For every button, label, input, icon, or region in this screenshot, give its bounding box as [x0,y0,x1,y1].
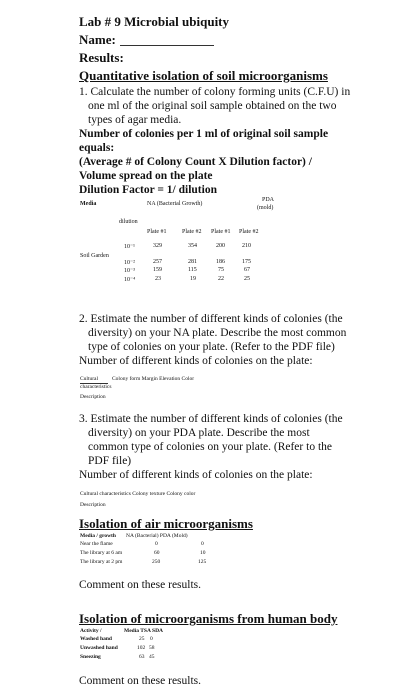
q2-text: 2. Estimate the number of different kinds of colonies (the [79,313,343,325]
air-na-value: 60 [154,550,160,556]
formula-text: (Average # of Colony Count X Dilution factor) / [79,156,312,168]
count-cell: 175 [242,259,251,265]
human-tsa-value: 63 [139,654,145,660]
row-label-soil-garden: Soil Garden [80,253,109,259]
air-pda-value: 10 [200,550,206,556]
air-row-label: Near the flame [80,541,113,547]
count-cell: 186 [216,259,225,265]
table-header-pda: PDA [262,197,275,203]
air-comment-prompt: Comment on these results. [79,579,202,591]
col-header: Plate #2 [182,229,202,235]
table-header-media: Media [80,201,97,207]
table-header-characteristics: characteristics [80,384,112,390]
table-header-na: NA (Bacterial Growth) [147,201,203,207]
table-header-pda-sub: (mold) [257,205,274,211]
num-colonies-text: Number of colonies per 1 ml of original soil sample [79,128,329,140]
col-header: Plate #1 [211,229,231,235]
table-row-description: Description [80,394,106,400]
count-cell: 23 [155,276,161,282]
human-heading: Isolation of microorganisms from human body [79,611,338,626]
count-cell: 22 [218,276,224,282]
count-cell: 281 [188,259,197,265]
human-sda-value: 58 [149,645,155,651]
human-row-label: Sneezing [80,654,101,660]
dilution-cell: 10⁻¹ [124,244,135,250]
dilution-factor-text: Dilution Factor = 1/ dilution [79,184,217,196]
col-header: Plate #1 [147,229,167,235]
count-cell: 200 [216,243,225,249]
count-cell: 354 [188,243,197,249]
name-blank-line[interactable] [120,45,214,46]
dilution-cell: 10⁻³ [124,268,135,274]
name-label: Name: [79,32,116,47]
table-header-cultural: Cultural [80,376,99,382]
q2-text: diversity) on your NA plate. Describe the most common [88,327,347,339]
air-row-label: The library at 2 pm [80,559,123,565]
count-cell: 329 [153,243,162,249]
q3-text: 3. Estimate the number of different kinds of colonies (the [79,413,343,425]
q3-text: common type of colonies on your plate. (Refer to the [88,441,332,453]
q3-text: Number of different kinds of colonies on the plate: [79,469,313,481]
table-header-row: Cultural characteristics Colony texture Colony color [80,491,196,497]
count-cell: 25 [244,276,250,282]
quant-heading: Quantitative isolation of soil microorganisms [79,68,328,83]
count-cell: 75 [218,267,224,273]
human-tsa-value: 25 [139,636,145,642]
count-cell: 257 [153,259,162,265]
count-cell: 115 [188,267,197,273]
human-row-label: Washed hand [80,636,112,642]
count-cell: 67 [244,267,250,273]
air-pda-value: 0 [201,541,204,547]
human-sda-value: 45 [149,654,155,660]
formula-text: Volume spread on the plate [79,170,213,182]
air-pda-value: 125 [198,559,207,565]
count-cell: 159 [153,267,162,273]
air-col-header: NA (Bacterial) PDA (Mold) [126,533,188,539]
q3-text: diversity) on your PDA plate. Describe the most [88,427,310,439]
table-header-dilution: dilution [119,219,138,225]
count-cell: 210 [242,243,251,249]
q2-text: Number of different kinds of colonies on the plate: [79,355,313,367]
col-header: Plate #2 [239,229,259,235]
q1-text: one ml of the original soil sample obtained on the two [88,100,337,112]
air-heading: Isolation of air microorganisms [79,516,253,531]
human-tsa-value: 102 [137,645,146,651]
air-row-label: The library at 6 am [80,550,123,556]
results-label: Results: [79,50,124,65]
human-col-header: Activity / [80,628,102,634]
human-sda-value: 0 [150,636,153,642]
table-columns: Colony form Margin Elevation Color [112,376,195,382]
human-col-header: Media TSA SDA [124,628,164,634]
air-na-value: 0 [155,541,158,547]
q2-text: type of colonies on your plate. (Refer to the PDF file) [88,341,335,353]
human-row-label: Unwashed hand [80,645,118,651]
q1-text: types of agar media. [88,114,182,126]
q1-text: 1. Calculate the number of colony forming units (C.F.U) in [79,86,351,98]
dilution-cell: 10⁻⁴ [124,277,136,283]
human-comment-prompt: Comment on these results. [79,675,202,687]
page-title: Lab # 9 Microbial ubiquity [79,14,230,29]
num-colonies-text: equals: [79,142,115,154]
q3-text: PDF file) [88,455,132,467]
air-na-value: 250 [152,559,161,565]
air-col-header: Media / growth [80,533,116,539]
dilution-cell: 10⁻² [124,260,135,266]
count-cell: 19 [190,276,196,282]
table-row-description: Description [80,502,106,508]
